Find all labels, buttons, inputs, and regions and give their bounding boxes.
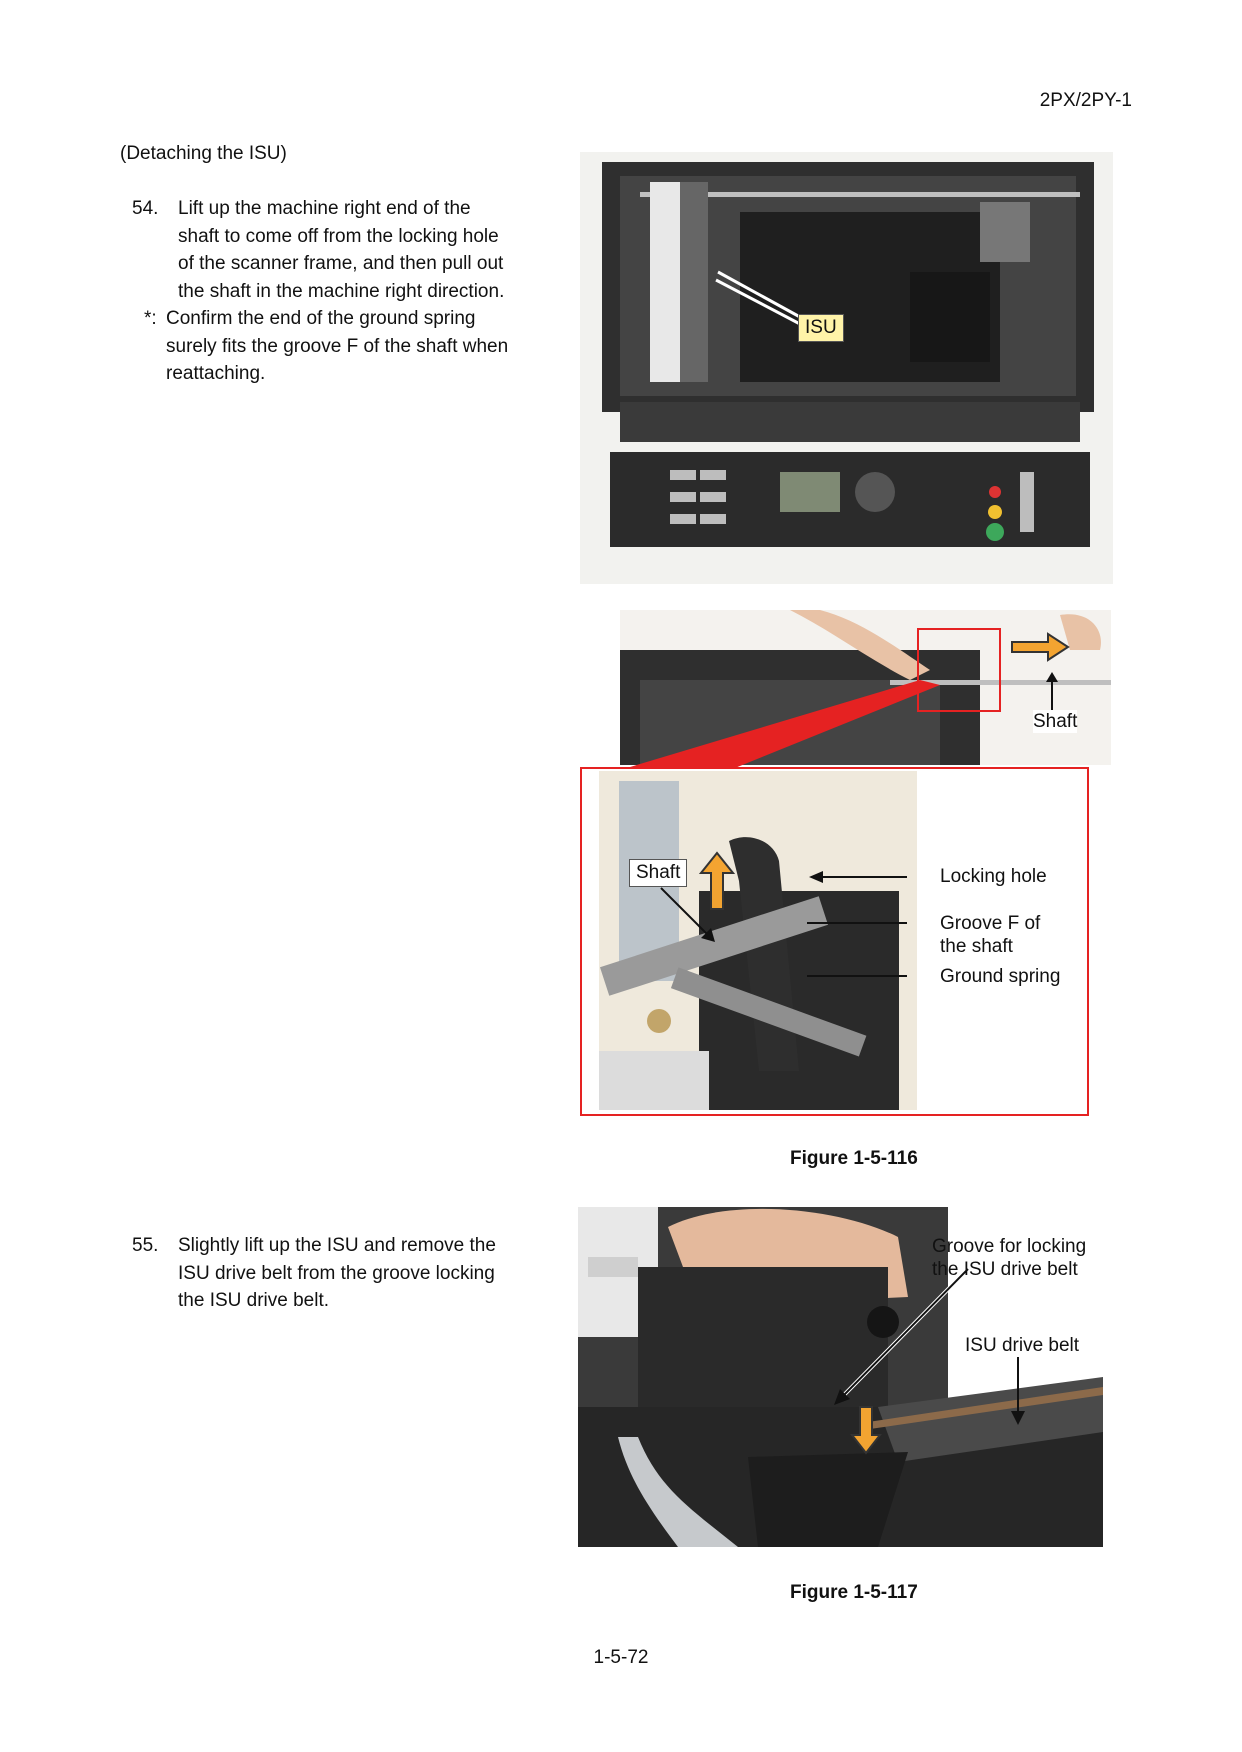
figure-caption: Figure 1-5-117 [790, 1582, 918, 1603]
step-line: Slightly lift up the ISU and remove the [178, 1235, 496, 1256]
step-number: 54. [132, 198, 159, 219]
step-55 [132, 1232, 572, 1315]
shaft-detail-pointer [659, 886, 719, 946]
figure-caption: Figure 1-5-116 [790, 1148, 918, 1169]
step-line: shaft to come off from the locking hole [178, 225, 499, 247]
section-title: (Detaching the ISU) [120, 143, 287, 164]
doc-code: 2PX/2PY-1 [1039, 90, 1132, 111]
note [144, 305, 584, 388]
scanner-overview-photo [580, 152, 1113, 584]
step-line: ISU drive belt from the groove locking [178, 1262, 495, 1284]
isu-label: ISU [798, 314, 844, 342]
step-54 [132, 195, 572, 305]
step-number: 55. [132, 1235, 159, 1256]
isu-drive-belt-label: ISU drive belt [965, 1335, 1080, 1356]
shaft-label-top: Shaft [1033, 711, 1078, 732]
callout-wedge [620, 680, 1020, 770]
step-line: Lift up the machine right end of the [178, 198, 471, 219]
note-line: reattaching. [166, 363, 266, 384]
push-down-arrow-icon [850, 1405, 882, 1455]
detail-callout-panel [580, 767, 1089, 1116]
groove-f-label: Groove F of the shaft [940, 913, 1041, 957]
belt-pointer [1008, 1357, 1028, 1427]
ground-spring-label: Ground spring [940, 966, 1061, 987]
note-marker: *: [144, 308, 157, 329]
step-line: of the scanner frame, and then pull out [178, 253, 504, 274]
step-line: the shaft in the machine right direction. [178, 280, 505, 302]
groove-locking-label: Groove for locking the ISU drive belt [932, 1236, 1087, 1280]
note-line: Confirm the end of the ground spring [166, 308, 476, 329]
locking-hole-label: Locking hole [940, 866, 1047, 887]
shaft-pointer-icon [1046, 672, 1058, 712]
note-line: surely fits the groove F of the shaft when [166, 335, 509, 357]
shaft-label-detail: Shaft [629, 859, 687, 887]
page-number: 1-5-72 [593, 1647, 649, 1668]
pull-right-arrow-icon [1010, 632, 1070, 662]
step-line: the ISU drive belt. [178, 1290, 330, 1311]
groove-pointer [828, 1267, 978, 1407]
